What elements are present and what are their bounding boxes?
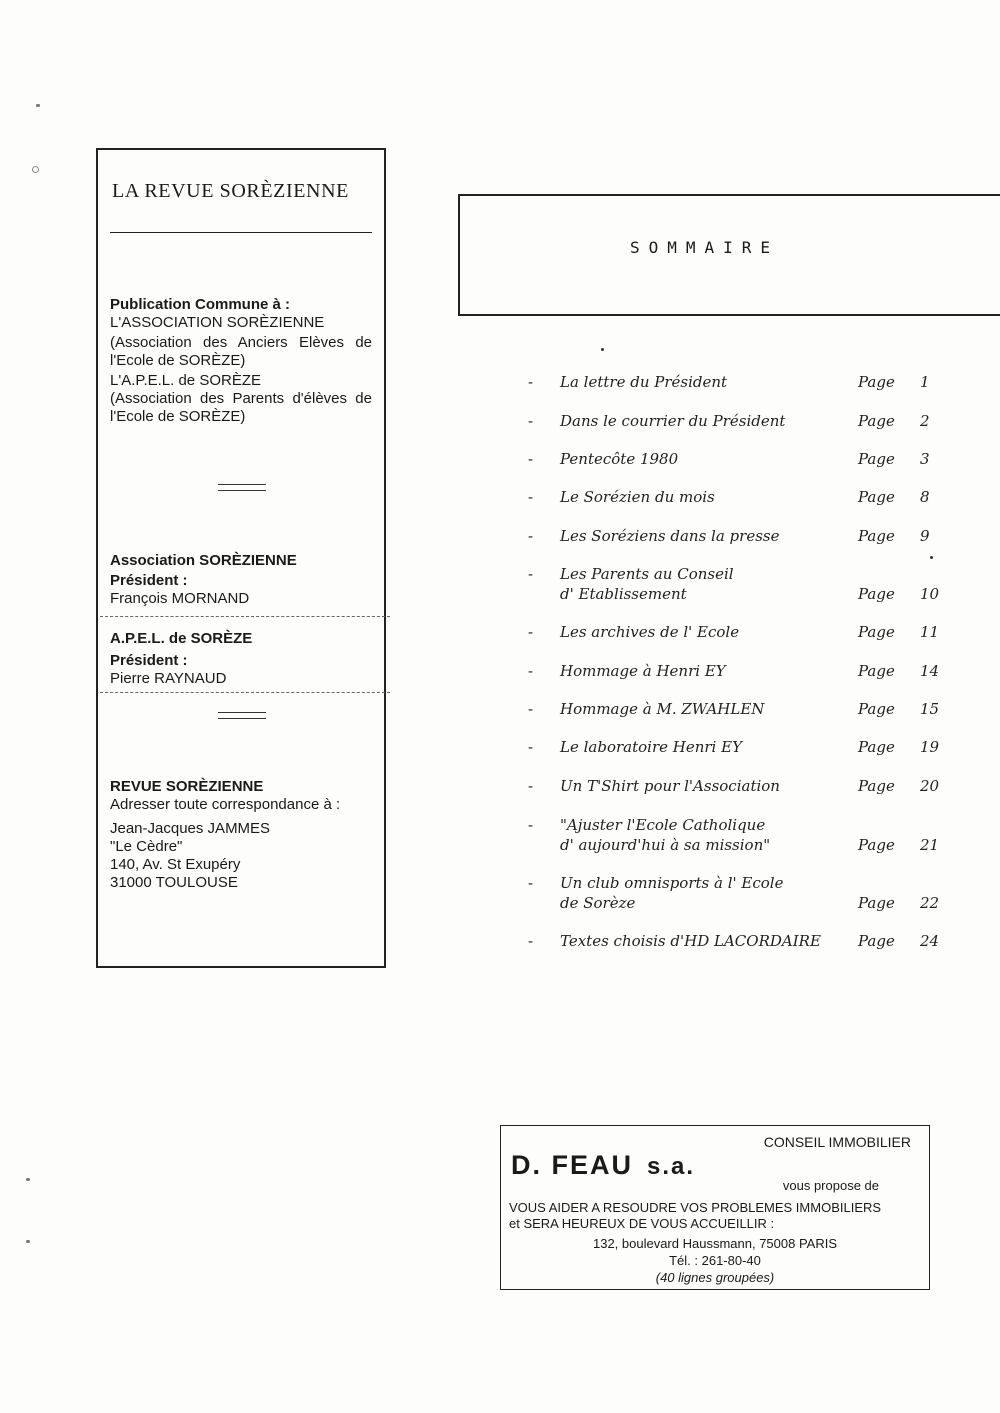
toc-page-number: 2 xyxy=(920,412,930,430)
toc-title: Les Parents au Conseil xyxy=(560,565,734,583)
toc-item xyxy=(528,816,948,856)
toc-title: Hommage à M. ZWAHLEN xyxy=(560,700,765,718)
ad-tagline: CONSEIL IMMOBILIER xyxy=(763,1134,911,1150)
apel-name: L'A.P.E.L. de SORÈZE xyxy=(110,372,261,389)
toc-dash: - xyxy=(528,874,534,892)
correspondence-instruction: Adresser toute correspondance à : xyxy=(110,796,341,813)
pasteup-line xyxy=(100,692,390,693)
toc-page-label: Page xyxy=(858,450,895,468)
toc-page-number: 9 xyxy=(920,527,930,545)
toc-dash: - xyxy=(528,450,534,468)
ad-lines-note: (40 lignes groupées) xyxy=(655,1270,775,1285)
toc-title: Un club omnisports à l' Ecole xyxy=(560,874,784,892)
toc-page-label: Page xyxy=(858,623,895,641)
title-rule xyxy=(110,232,372,233)
toc-item xyxy=(528,623,948,663)
scan-speck xyxy=(32,166,39,173)
section-divider xyxy=(218,484,266,491)
toc-page-number: 3 xyxy=(920,450,930,468)
toc-page-number: 22 xyxy=(920,894,940,912)
toc-item xyxy=(528,373,948,413)
toc-item xyxy=(528,662,948,702)
toc-item xyxy=(528,738,948,778)
address-city: 31000 TOULOUSE xyxy=(110,874,238,891)
toc-item xyxy=(528,565,948,605)
pasteup-line xyxy=(100,616,390,617)
apel-president-name: Pierre RAYNAUD xyxy=(110,670,227,687)
toc-page-number: 11 xyxy=(920,623,940,641)
toc-title: "Ajuster l'Ecole Catholique xyxy=(560,816,766,834)
ad-company-suffix: s.a. xyxy=(647,1153,696,1180)
toc-page-number: 10 xyxy=(920,585,940,603)
publication-block xyxy=(110,296,372,426)
toc-dash: - xyxy=(528,700,534,718)
apel-heading: A.P.E.L. de SORÈZE xyxy=(110,630,253,647)
toc-item xyxy=(528,412,948,452)
toc-title: Les archives de l' Ecole xyxy=(560,623,740,641)
address-house: "Le Cèdre" xyxy=(110,838,183,855)
toc-title-continued: de Sorèze xyxy=(560,894,636,912)
toc-title: Pentecôte 1980 xyxy=(560,450,679,468)
toc-title: Un T'Shirt pour l'Association xyxy=(560,777,780,795)
masthead-title: LA REVUE SORÈZIENNE xyxy=(112,180,349,202)
apel-description: (Association des Parents d'élèves de l'Ecole de SORÈZE) xyxy=(110,390,372,425)
toc-dash: - xyxy=(528,738,534,756)
toc-dash: - xyxy=(528,412,534,430)
sommaire-title: SOMMAIRE xyxy=(630,238,780,257)
scan-speck xyxy=(36,104,40,107)
association-name: L'ASSOCIATION SORÈZIENNE xyxy=(110,314,325,331)
publication-label: Publication Commune à : xyxy=(110,296,291,313)
toc-title: Textes choisis d'HD LACORDAIRE xyxy=(560,932,821,950)
toc-page-label: Page xyxy=(858,700,895,718)
toc-page-label: Page xyxy=(858,932,895,950)
toc-dash: - xyxy=(528,565,534,583)
ad-company: D. FEAU xyxy=(511,1150,633,1180)
toc-page-label: Page xyxy=(858,527,895,545)
toc-page-label: Page xyxy=(858,412,895,430)
toc-item xyxy=(528,777,948,817)
toc-dash: - xyxy=(528,662,534,680)
scan-speck xyxy=(26,1178,30,1181)
toc-title: Dans le courrier du Président xyxy=(560,412,786,430)
ad-company-name xyxy=(511,1150,695,1181)
ad-phone: Tél. : 261-80-40 xyxy=(669,1253,761,1268)
toc-page-number: 21 xyxy=(920,836,940,854)
toc-item xyxy=(528,874,948,914)
toc-page-number: 8 xyxy=(920,488,930,506)
toc-page-number: 15 xyxy=(920,700,940,718)
toc-page-number: 19 xyxy=(920,738,940,756)
toc-title-continued: d' Etablissement xyxy=(560,585,687,603)
ad-proposes: vous propose de xyxy=(782,1178,879,1193)
toc-page-label: Page xyxy=(858,777,895,795)
toc-item xyxy=(528,700,948,740)
ad-address: 132, boulevard Haussmann, 75008 PARIS xyxy=(592,1236,838,1251)
advertisement-box xyxy=(500,1125,930,1290)
toc-dash: - xyxy=(528,932,534,950)
toc-title: Le Sorézien du mois xyxy=(560,488,715,506)
association-block xyxy=(110,552,372,608)
masthead-box xyxy=(96,148,386,968)
scan-speck xyxy=(601,348,604,351)
toc-dash: - xyxy=(528,488,534,506)
association-president-name: François MORNAND xyxy=(110,590,250,607)
toc-page-label: Page xyxy=(858,894,895,912)
toc-dash: - xyxy=(528,373,534,391)
toc-dash: - xyxy=(528,777,534,795)
association-heading: Association SORÈZIENNE xyxy=(110,552,297,569)
toc-page-number: 14 xyxy=(920,662,940,680)
toc-title: Le laboratoire Henri EY xyxy=(560,738,742,756)
toc-page-number: 24 xyxy=(920,932,940,950)
scan-speck xyxy=(26,1240,30,1243)
section-divider xyxy=(218,712,266,719)
toc-dash: - xyxy=(528,527,534,545)
toc-title: La lettre du Président xyxy=(560,373,728,391)
toc-page-label: Page xyxy=(858,585,895,603)
apel-president-label: Président : xyxy=(110,652,188,669)
toc-title: Les Soréziens dans la presse xyxy=(560,527,780,545)
toc-item xyxy=(528,932,948,972)
toc-item xyxy=(528,488,948,528)
toc-dash: - xyxy=(528,816,534,834)
association-description: (Association des Anciers Elèves de l'Ecole de SORÈZE) xyxy=(110,334,372,369)
ad-line-2: et SERA HEUREUX DE VOUS ACCUEILLIR : xyxy=(509,1216,775,1231)
toc-page-label: Page xyxy=(858,836,895,854)
toc-title-continued: d' aujourd'hui à sa mission" xyxy=(560,836,771,854)
association-president-label: Président : xyxy=(110,572,188,589)
ad-line-1: VOUS AIDER A RESOUDRE VOS PROBLEMES IMMOBILIERS xyxy=(509,1200,882,1215)
revue-block xyxy=(110,778,372,892)
address-street: 140, Av. St Exupéry xyxy=(110,856,241,873)
toc-page-label: Page xyxy=(858,738,895,756)
toc-page-number: 1 xyxy=(920,373,930,391)
apel-block xyxy=(110,630,372,688)
toc-page-label: Page xyxy=(858,488,895,506)
revue-heading: REVUE SORÈZIENNE xyxy=(110,778,264,795)
toc-dash: - xyxy=(528,623,534,641)
toc-page-number: 20 xyxy=(920,777,940,795)
toc-page-label: Page xyxy=(858,373,895,391)
toc-item xyxy=(528,527,948,567)
address-name: Jean-Jacques JAMMES xyxy=(110,820,271,837)
toc-page-label: Page xyxy=(858,662,895,680)
toc-title: Hommage à Henri EY xyxy=(560,662,726,680)
toc-item xyxy=(528,450,948,490)
